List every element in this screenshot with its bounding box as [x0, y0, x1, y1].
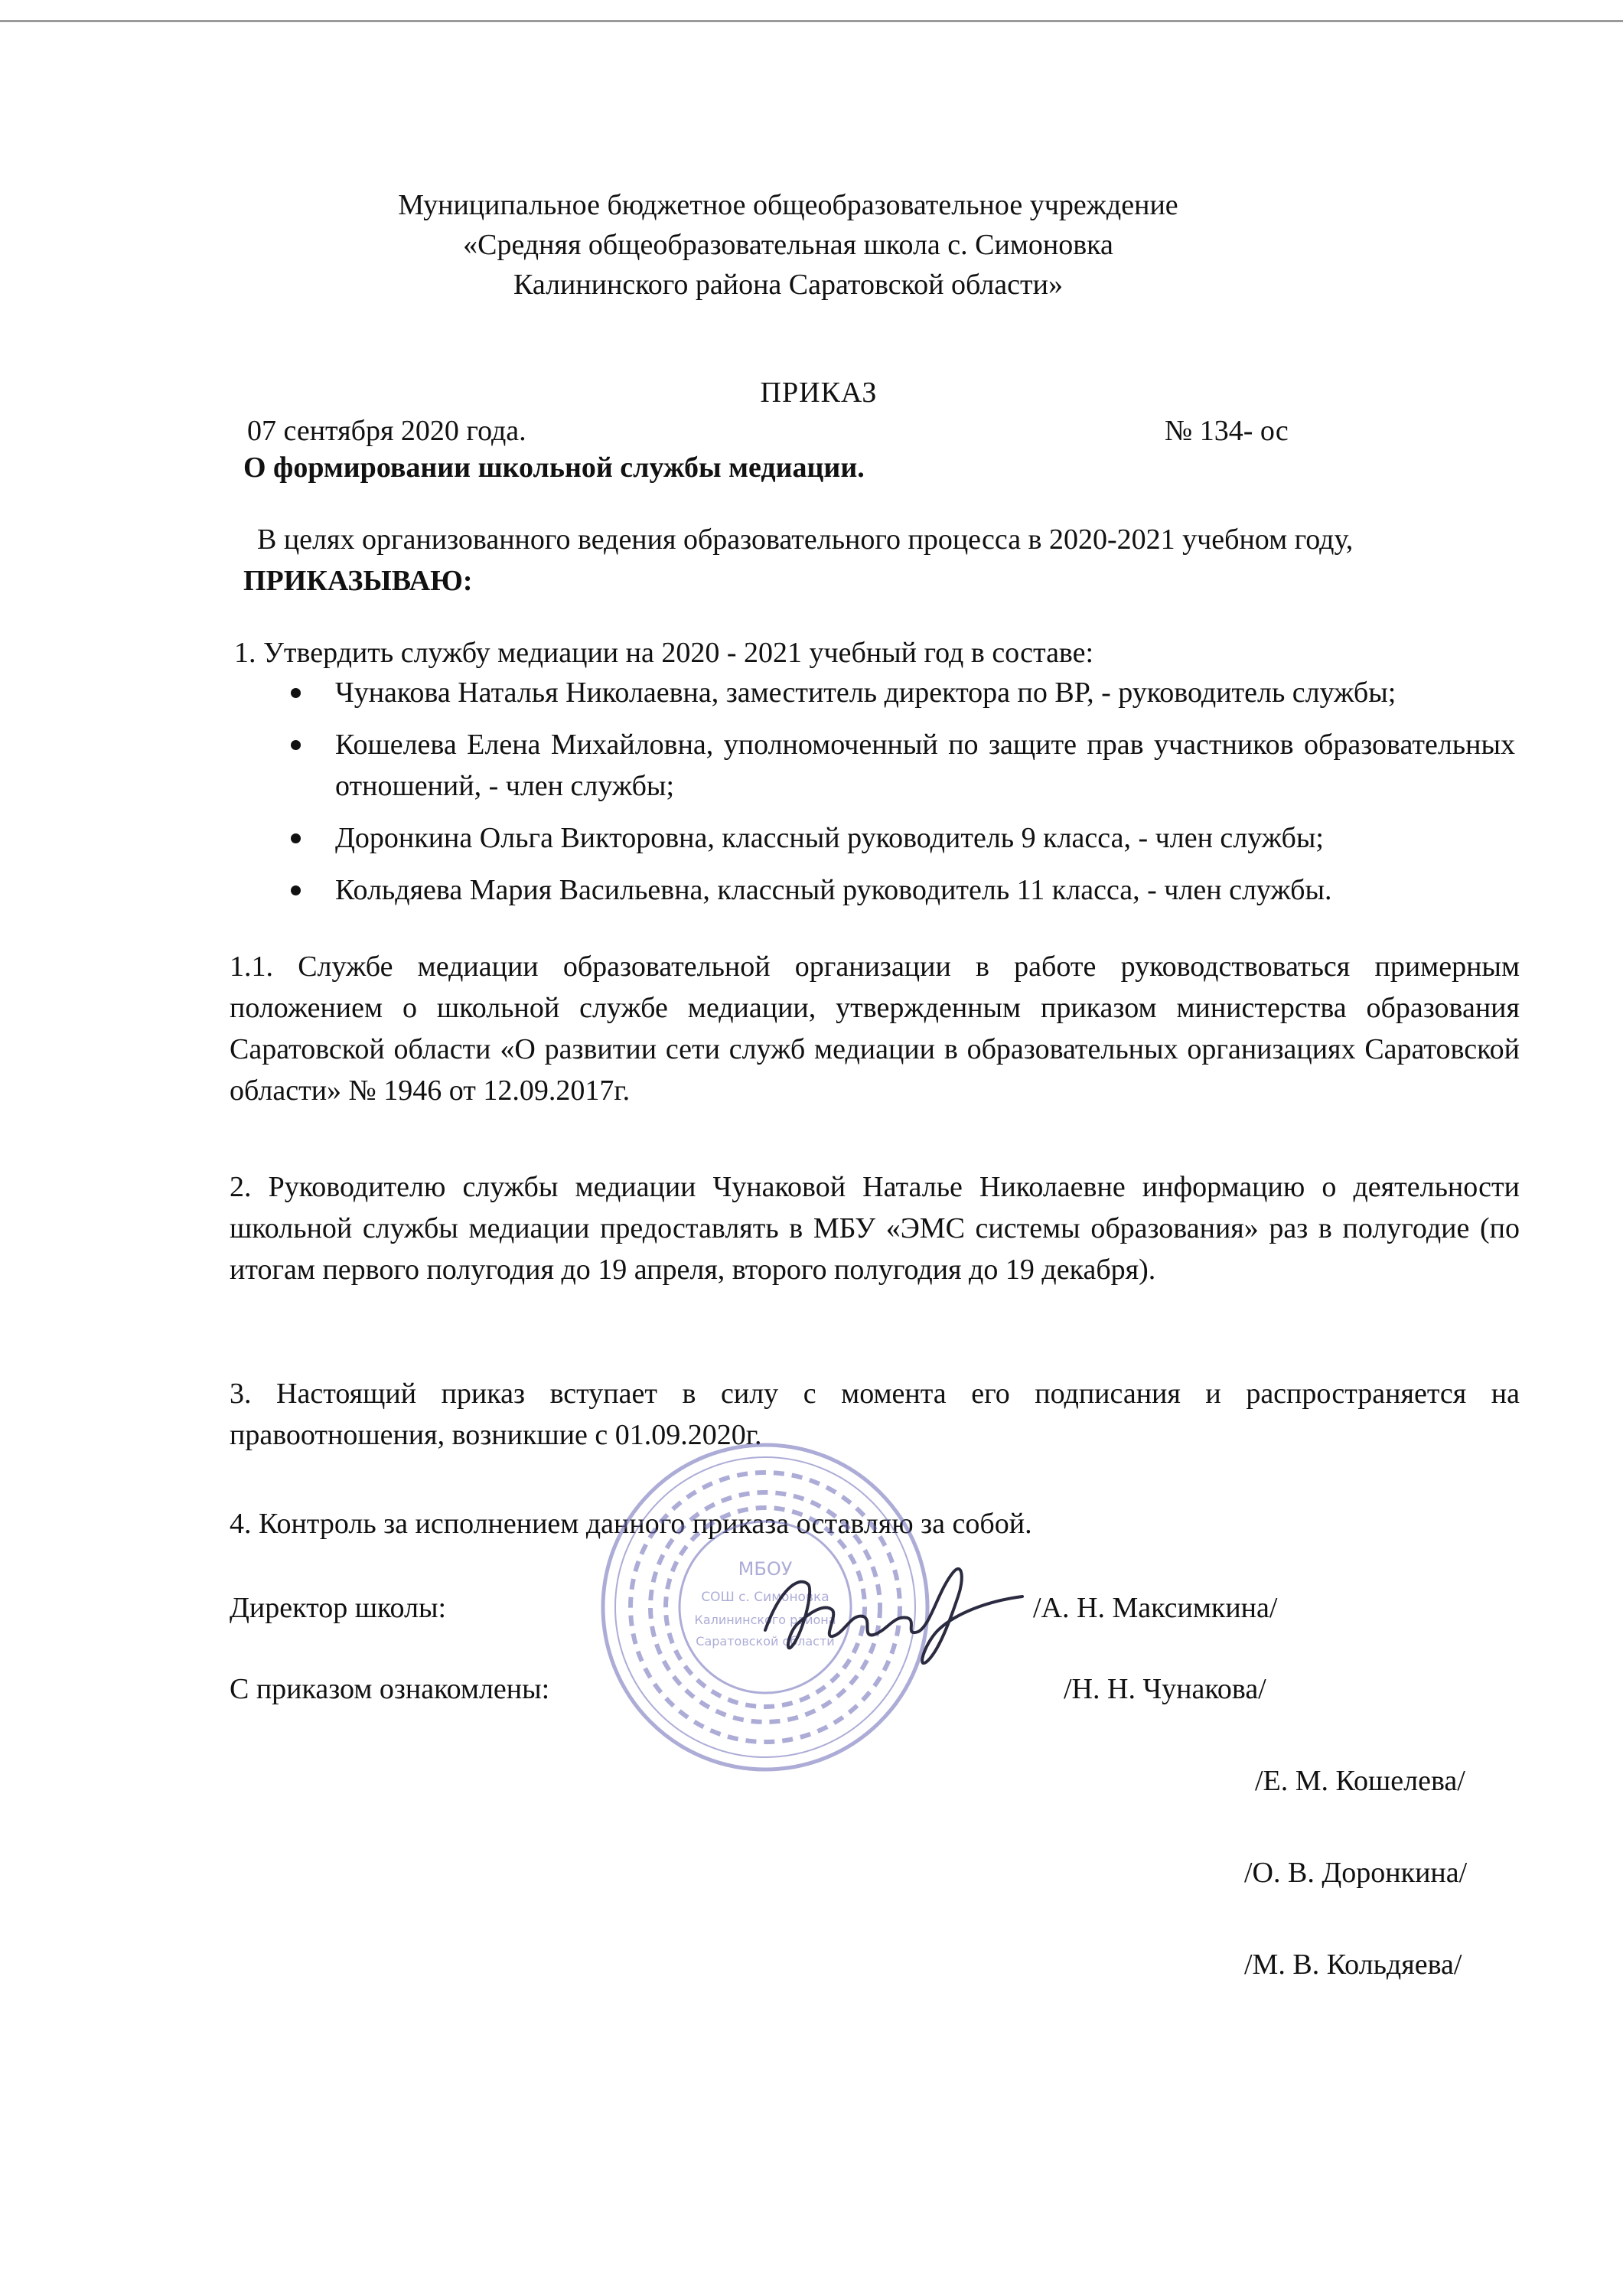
list-item: [275, 869, 1515, 911]
order-word: ПРИКАЗЫВАЮ:: [243, 565, 473, 597]
director-label: Директор школы:: [230, 1592, 447, 1624]
member-text: Кошелева Елена Михайловна, уполномоченный по защите прав участников образовательных отношений, - член службы;: [335, 729, 1515, 802]
item-4: 4. Контроль за исполнением данного приказа оставляю за собой.: [230, 1508, 1032, 1540]
member-text: Доронкина Ольга Викторовна, классный руководитель 9 класса, - член службы;: [335, 822, 1324, 854]
item-1-1: 1.1. Службе медиации образовательной организации в работе руководствоваться примерным положением о школьной службе медиации, утвержденным приказом министерства образования Саратовской области «О развитии сети служб медиации в образовательных организациях Саратовской области» № 1946 от 12.09.2017г.: [230, 951, 1520, 1107]
acquainted-name: /Е. М. Кошелева/: [1255, 1765, 1465, 1797]
header-line-3: Калининского района Саратовской области»: [513, 269, 1063, 301]
header-line-1: Муниципальное бюджетное общеобразовательное учреждение: [398, 189, 1178, 221]
bullet-icon: [291, 885, 301, 895]
preamble-text: В целях организованного ведения образовательного процесса в 2020-2021 учебном году,: [257, 523, 1354, 556]
member-text: Кольдяева Мария Васильевна, классный руководитель 11 класса, - член службы.: [335, 874, 1332, 906]
director-signature: [735, 1546, 1025, 1676]
bullet-icon: [291, 740, 301, 750]
item-3: 3. Настоящий приказ вступает в силу с момента его подписания и распространяется на правоотношения, возникшие с 01.09.2020г.: [230, 1378, 1520, 1451]
order-date: 07 сентября 2020 года.: [247, 415, 526, 447]
stamp-text-2: СОШ с. Симоновка: [701, 1590, 829, 1605]
list-item: [275, 724, 1515, 807]
acquainted-name: /О. В. Доронкина/: [1244, 1857, 1468, 1889]
members-list: [275, 672, 1515, 921]
order-number: № 134- ос: [1165, 415, 1289, 447]
acquainted-name: /М. В. Кольдяева/: [1244, 1949, 1462, 1981]
stamp-text-3: Калининского района: [694, 1613, 836, 1627]
bullet-icon: [291, 833, 301, 843]
order-subject: О формировании школьной службы медиации.: [243, 452, 865, 484]
acquainted-name: /Н. Н. Чунакова/: [1064, 1673, 1266, 1705]
member-text: Чунакова Наталья Николаевна, заместитель директора по ВР, - руководитель службы;: [335, 677, 1396, 709]
institution-header: [230, 185, 1347, 305]
list-item: [275, 672, 1515, 713]
header-line-2: «Средняя общеобразовательная школа с. Симоновка: [463, 229, 1113, 261]
stamp-text-1: МБОУ: [738, 1558, 793, 1580]
director-name: /А. Н. Максимкина/: [1033, 1592, 1278, 1624]
acquainted-label: С приказом ознакомлены:: [230, 1673, 550, 1705]
list-item: [275, 817, 1515, 859]
item-1: 1. Утвердить службу медиации на 2020 - 2021 учебный год в составе:: [234, 637, 1094, 669]
stamp-text-4: Саратовской области: [696, 1634, 835, 1649]
order-title: ПРИКАЗ: [760, 377, 878, 409]
bullet-icon: [291, 688, 301, 698]
item-2: 2. Руководителю службы медиации Чунаковой Наталье Николаевне информацию о деятельности школьной службы медиации предоставлять в МБУ «ЭМС системы образования» раз в полугодие (по итогам первого полугодия до 19 апреля, второго полугодия до 19 декабря).: [230, 1171, 1520, 1286]
preamble: [243, 519, 1514, 602]
